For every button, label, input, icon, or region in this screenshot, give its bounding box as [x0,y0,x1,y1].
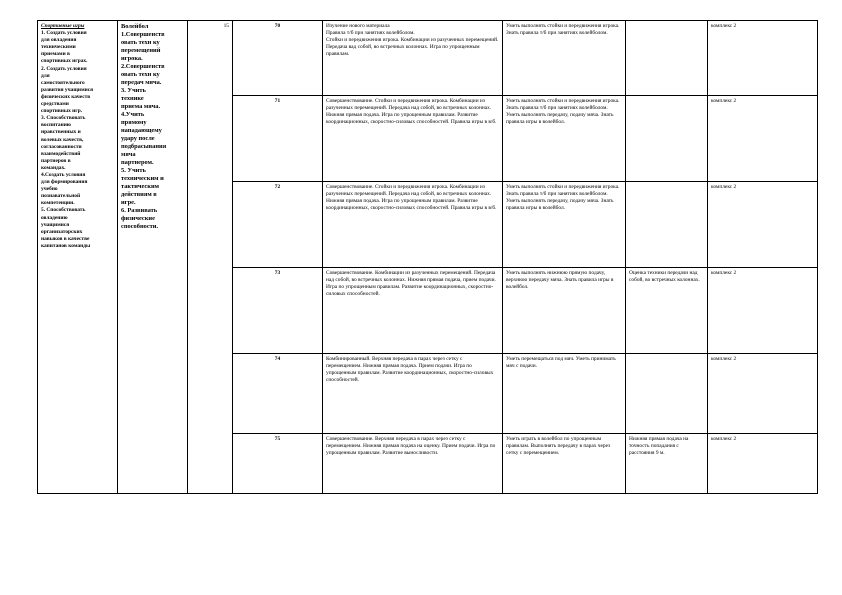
goal-line: капитанов команды [41,242,91,249]
topic-line: 6. Развивать [121,207,158,214]
goal-line: воспитанию [41,122,71,129]
lesson-number: 74 [233,354,323,434]
lesson-equipment: комплекс 2 [708,434,818,494]
lesson-control [626,182,708,268]
lesson-content: Совершенствование. Стойки и передвижения игрока. Комбинации из разученных перемещений. Передача над собой, во встречных колоннах. Нижняя прямая подача. Игра по упрощенным правилам. Развитие координационных, скоростно-силовых способностей. Правила игры в в/б. [323,182,503,268]
topic-line: 3. Учить [121,87,146,94]
goal-line: учебно [41,186,58,193]
goal-line: спортивных игр. [41,108,83,115]
goal-line: овладению [41,214,68,221]
goal-line: учащимися [41,221,70,228]
lesson-requirements: Уметь перемещаться под мяч. Уметь принимать мяч с подачи. [503,354,626,434]
goal-line: командах. [41,164,66,171]
topic-line: тактическим [121,183,159,190]
goal-line: 4.Создать условия [41,171,86,178]
topic-line: способности. [121,223,159,230]
lesson-content: Совершенствование. Комбинации из разученных перемещений. Передача над собой, во встречных колоннах. Нижняя прямая подача, прием подачи. Игра по упрощенным правилам. Развитие координационных, скоростно-силовых способностей. [323,268,503,354]
goal-line: согласованности [41,143,82,150]
lesson-plan-table [37,20,818,494]
goal-line: физических качеств [41,93,91,100]
lesson-control [626,96,708,182]
goal-line: организаторских [41,228,83,235]
topic-line: партнером. [121,159,154,166]
goal-line: навыков в качестве [41,235,90,242]
goal-line: развития учащимися [41,86,94,93]
goal-line: для формирования [41,179,88,186]
lesson-equipment: комплекс 2 [708,354,818,434]
topic-line: нападающему [121,127,162,134]
topic-line: 5. Учить [121,167,146,174]
goals-title: Спортивные игры [41,23,85,29]
lesson-requirements: Уметь выполнять нижнюю прямую подачу, верхнюю передачу мяча. Знать правила игры в волейбол. [503,268,626,354]
topic-line: 4.Учить [121,111,145,118]
table-row [38,21,818,96]
goal-line: самостоятельного [41,79,85,86]
goal-line: 3. Способствовать [41,115,86,122]
lesson-requirements: Уметь выполнять стойки и передвижения игрока. Знать правила т/б при занятиях волейболом. Уметь выполнять передачу, подачу мяча. Знать правила игры в волейбол. [503,182,626,268]
lesson-control: Нижняя прямая подача на точность попадания с расстояния 9 м. [626,434,708,494]
goal-line: взаимодействий [41,150,81,157]
lesson-equipment: комплекс 2 [708,268,818,354]
lesson-control [626,21,708,96]
topic-line: игре. [121,199,136,206]
goal-line: волевых качеств, [41,136,84,143]
lesson-equipment: комплекс 2 [708,21,818,96]
lesson-number: 71 [233,96,323,182]
topic-line: техническим и [121,175,164,182]
topic-line: 1.Совершенств [121,31,165,38]
goal-line: приемами в [41,51,70,58]
lesson-content: Совершенствование. Верхняя передача в парах через сетку с перемещением. Нижняя прямая подача на оценку. Прием подачи. Игра по упрощенным правилам. Развитие выносливости. [323,434,503,494]
goal-line: для [41,72,50,79]
hours-cell: 15 [188,21,233,494]
lesson-equipment: комплекс 2 [708,182,818,268]
topic-line: овать техн ку [121,71,160,78]
goal-line: спортивных играх. [41,58,88,65]
goal-line: средствами [41,101,69,108]
topic-line: овать техн ку [121,39,160,46]
goal-line: компетенции. [41,200,75,207]
topic-line: перемещений [121,47,161,54]
topic-line: удару после [121,135,155,142]
topic-line: передач мяча. [121,79,162,86]
lesson-number: 70 [233,21,323,96]
topic-line: подбрасывания [121,143,167,150]
topic-line: технике [121,95,144,102]
lesson-number: 75 [233,434,323,494]
topic-line: игрока. [121,55,143,62]
goal-line: для овладения [41,37,77,44]
goal-line: партнеров в [41,157,71,164]
lesson-requirements: Уметь играть в волейбол по упрощенным правилам. Выполнять передачу в парах через сетку с перемещением. [503,434,626,494]
goal-line: познавательной [41,193,81,200]
lesson-requirements: Уметь выполнять стойки и передвижения игрока. Знать правила т/б при занятиях волейболом. Уметь выполнять передачу, подачу мяча. Знать правила игры в волейбол. [503,96,626,182]
topic-line: приема мяча. [121,103,161,110]
lesson-requirements: Уметь выполнять стойки и передвижения игрока. Знать правила т/б при занятиях волейболом. [503,21,626,96]
lesson-equipment: комплекс 2 [708,96,818,182]
topic-title: Волейбол [121,23,149,30]
lesson-content: Совершенствование. Стойки и передвижения игрока. Комбинации из разученных перемещений. Передача над собой, во встречных колоннах. Нижняя прямая подача. Игра по упрощенным правилам. Развитие координационных, скоростно-силовых способностей. Правила игры в в/б. [323,96,503,182]
lesson-number: 73 [233,268,323,354]
lesson-content: Изучение нового материала Правила т/б при занятиях волейболом. Стойки и передвижения игрока. Комбинации из разученных перемещений. Передача вад собой, во встречных колоннах. Игра по упрощенным правилам. [323,21,503,96]
goals-cell [38,21,118,494]
lesson-number: 72 [233,182,323,268]
lesson-content: Комбинированный. Верхняя передача в парах через сетку с перемещением. Нижняя прямая подача. Прием подачи. Игра по упрощенным правилам. Развитие координационных, скоростно-силовых способностей. [323,354,503,434]
topic-line: действиям в [121,191,157,198]
topic-line: прямому [121,119,147,126]
goal-line: 2. Создать условия [41,65,87,72]
goal-line: 1. Создать условия [41,30,87,37]
topic-line: мяча [121,151,136,158]
topic-line: 2.Совершенств [121,63,165,70]
goal-line: техническими [41,44,76,51]
goal-line: нравственных и [41,129,81,136]
lesson-control: Оценка техники передачи над собой, во встречных колоннах. [626,268,708,354]
topic-line: физические [121,215,155,222]
topic-cell [118,21,188,494]
goal-line: 5. Способствовать [41,207,86,214]
lesson-control [626,354,708,434]
